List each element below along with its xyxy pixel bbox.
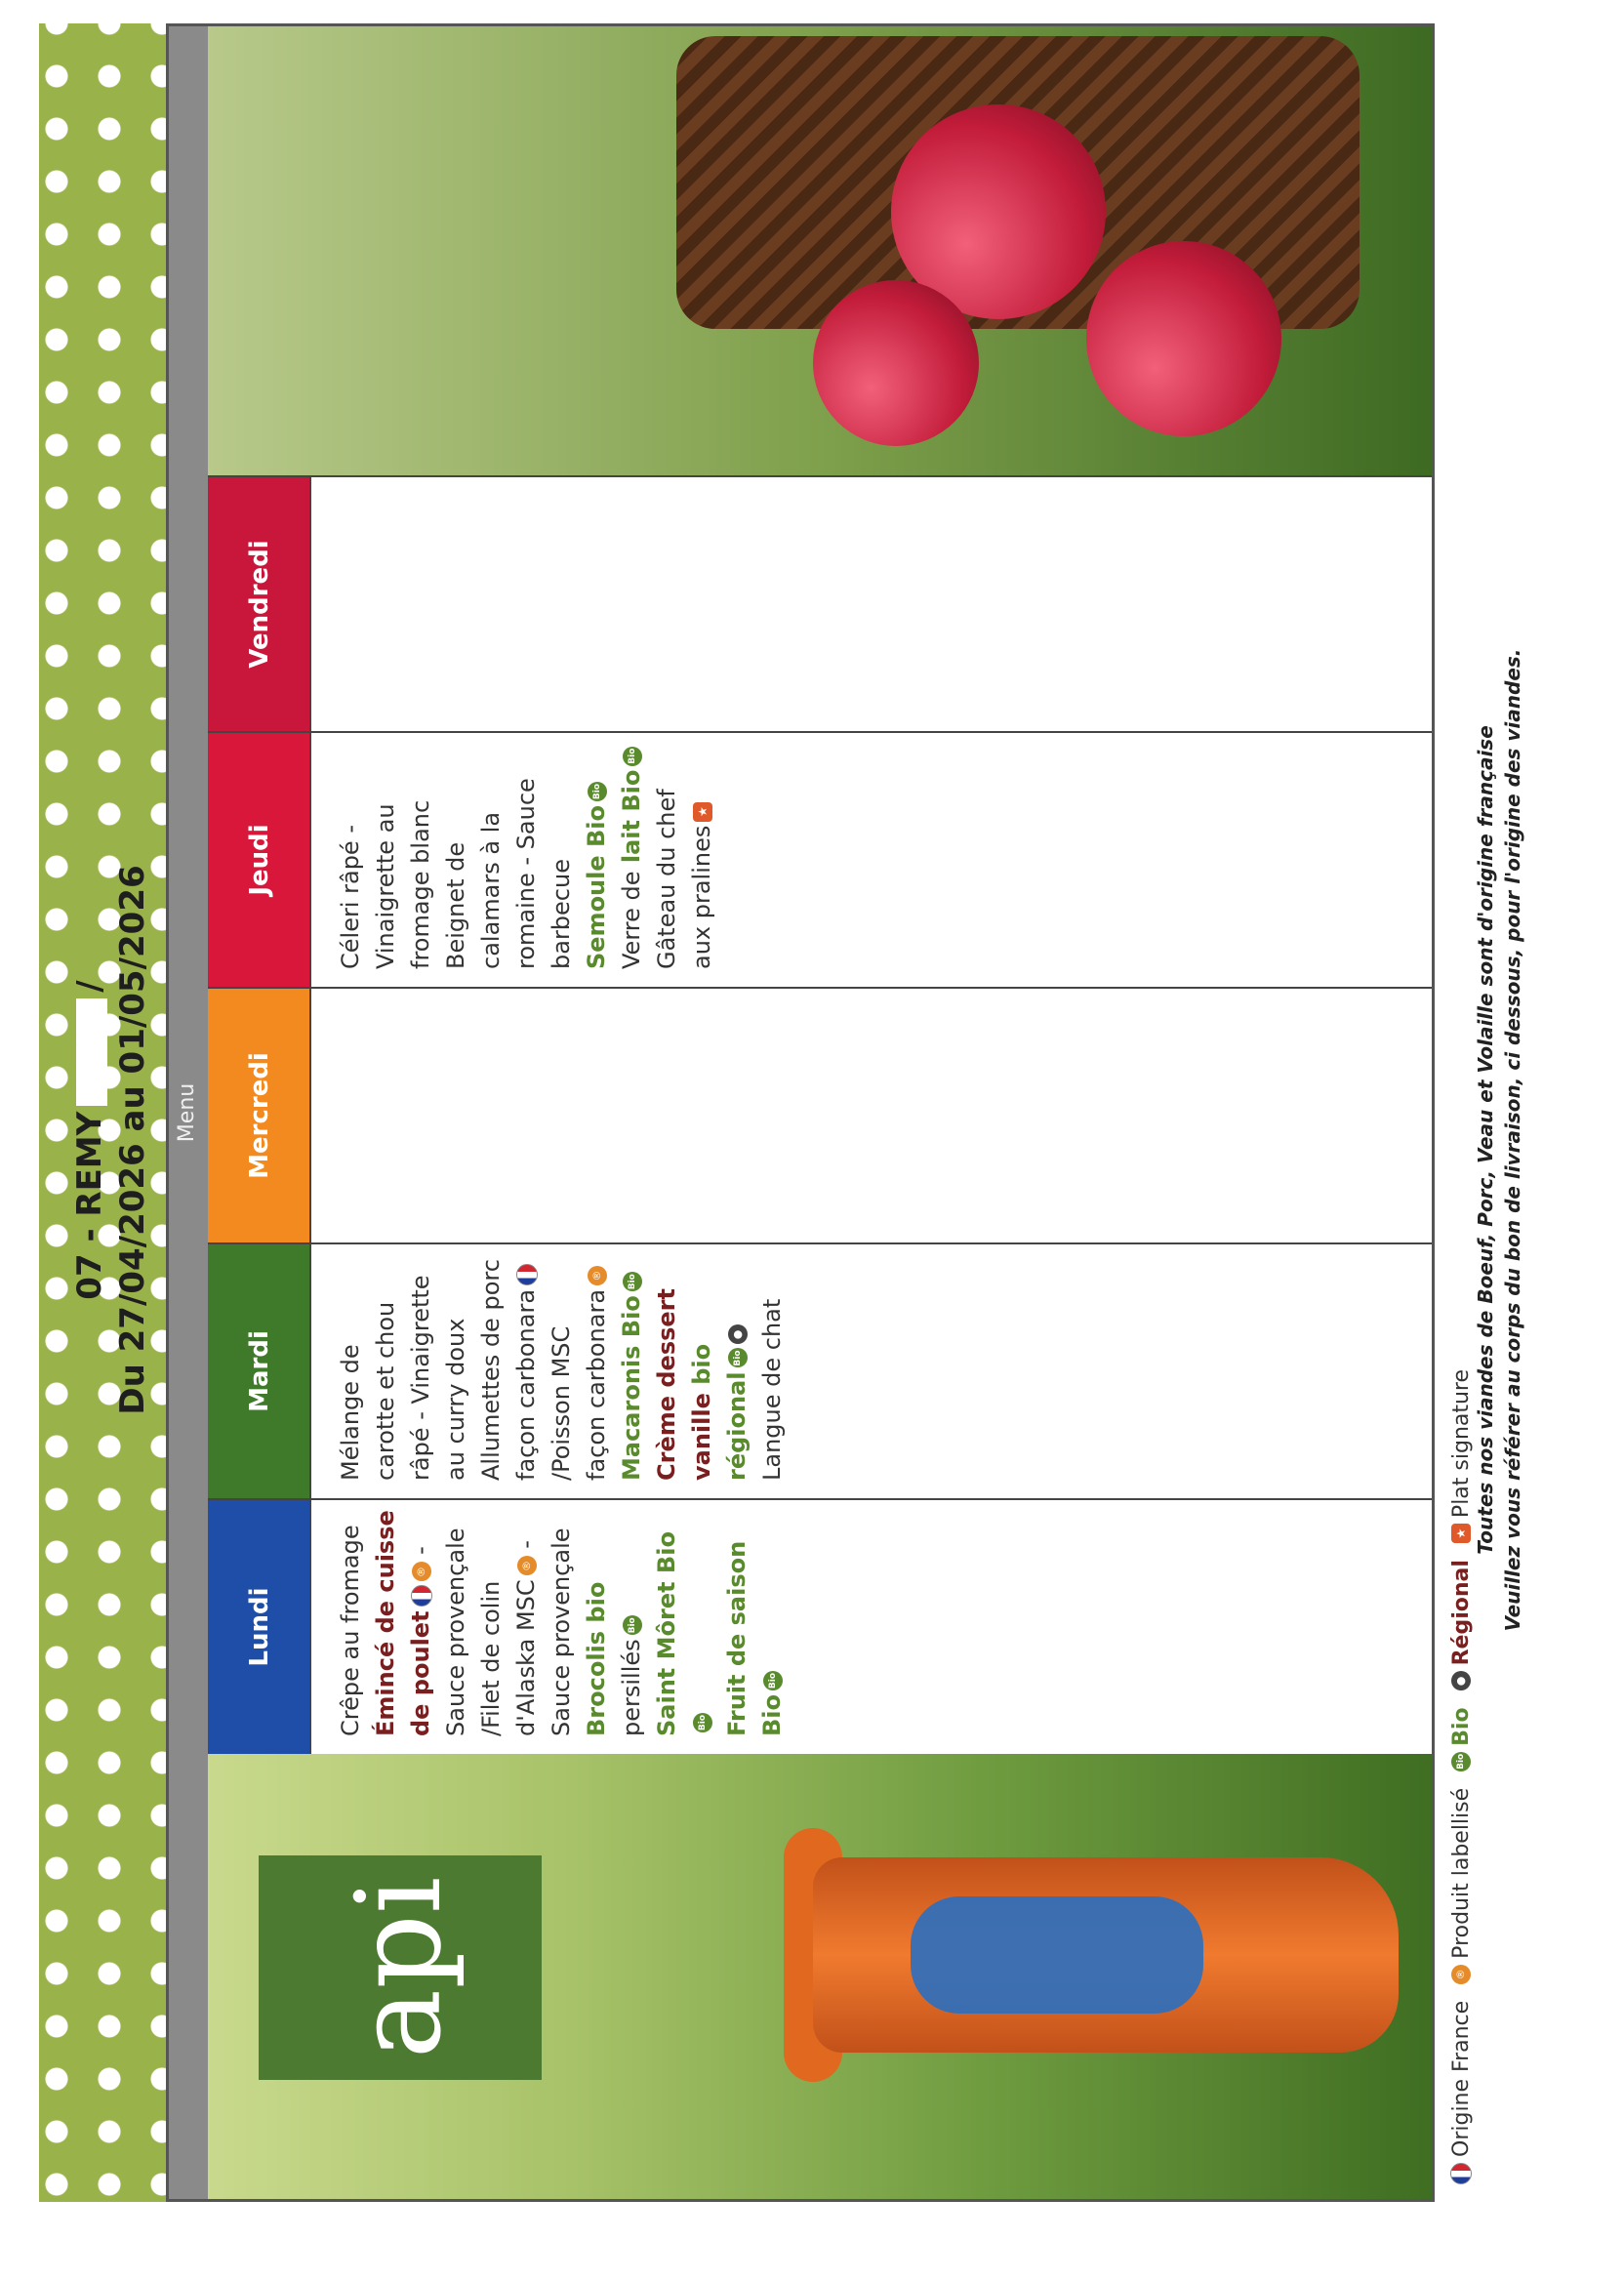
day-column-vendredi bbox=[208, 475, 1432, 731]
dish-list-lundi bbox=[333, 1510, 790, 1736]
footnote-line-1: Toutes nos viandes de Boeuf, Porc, Veau et Volaille sont d'origine française bbox=[1474, 725, 1497, 1555]
day-header-mardi: Mardi bbox=[208, 1244, 311, 1498]
dish-item bbox=[719, 1510, 790, 1736]
dish-text: /Poisson MSC façon carbonara bbox=[548, 1288, 610, 1481]
legend-regional: Régional bbox=[1448, 1560, 1474, 1666]
gardener-illustration bbox=[911, 1896, 1203, 2014]
flag-france-icon bbox=[516, 1264, 538, 1285]
dish-text: Fruit de saison Bio bbox=[723, 1540, 786, 1736]
dish-text: Saint Môret Bio bbox=[653, 1531, 680, 1736]
day-column-lundi bbox=[208, 1498, 1432, 1754]
legend-bio: Bio bbox=[1448, 1707, 1474, 1746]
dish-suffix: - Sauce provençale bbox=[407, 1527, 469, 1736]
label-icon: ® bbox=[588, 1266, 607, 1285]
label-icon: ® bbox=[412, 1562, 431, 1581]
day-header-vendredi: Vendredi bbox=[208, 477, 311, 731]
dish-item bbox=[614, 743, 649, 969]
redacted-block bbox=[76, 998, 107, 1106]
bio-icon: Bio bbox=[728, 1348, 748, 1367]
bio-icon: Bio bbox=[588, 782, 607, 801]
label-icon: ® bbox=[517, 1556, 537, 1575]
bio-icon: Bio bbox=[763, 1671, 783, 1690]
day-header-jeudi: Jeudi bbox=[208, 733, 311, 987]
dish-text: Macaronis Bio bbox=[618, 1295, 645, 1481]
dish-item bbox=[368, 1510, 473, 1736]
dish-list-jeudi bbox=[333, 743, 719, 969]
regional-icon: ● bbox=[728, 1324, 748, 1344]
header-title-prefix: 07 - REMY bbox=[70, 1111, 109, 1300]
header-date-range: Du 27/04/2026 au 01/05/2026 bbox=[113, 865, 152, 1415]
footnote bbox=[1472, 0, 1526, 2280]
dish-item bbox=[333, 1254, 473, 1481]
dish-text: Crème dessert vanille bbox=[653, 1288, 715, 1481]
menu-grid bbox=[166, 23, 1435, 2202]
dish-item bbox=[473, 1254, 544, 1481]
dish-item bbox=[544, 1254, 614, 1481]
dish-suffix: persillés bbox=[618, 1639, 645, 1736]
boot-photo bbox=[208, 1754, 1432, 2199]
dish-text: Langue de chat bbox=[758, 1298, 786, 1481]
day-header-mercredi: Mercredi bbox=[208, 989, 311, 1242]
label-icon: ® bbox=[1451, 1965, 1471, 1984]
bio-icon: Bio bbox=[623, 1272, 642, 1291]
dish-text: Céleri râpé - Vinaigrette au fromage blanc bbox=[337, 799, 434, 969]
dish-suffix: - Sauce provençale bbox=[512, 1527, 575, 1736]
dish-item bbox=[473, 1510, 579, 1736]
bio-icon: Bio bbox=[623, 747, 642, 766]
signature-icon: ★ bbox=[1451, 1524, 1471, 1543]
dish-item bbox=[614, 1254, 649, 1481]
dish-text: Mélange de carotte et chou râpé - Vinaigrette au curry doux bbox=[337, 1275, 469, 1481]
bio-icon: Bio bbox=[693, 1713, 712, 1732]
legend-produit-labellise: Produit labellisé bbox=[1448, 1787, 1474, 1959]
legend bbox=[1448, 1364, 1474, 2188]
dish-text: Brocolis bio bbox=[583, 1581, 610, 1736]
dish-item bbox=[579, 743, 614, 969]
dish-list-mardi bbox=[333, 1254, 790, 1481]
dish-item bbox=[579, 1510, 649, 1736]
bio-icon: Bio bbox=[1451, 1752, 1471, 1771]
dish-text: Crêpe au fromage bbox=[337, 1525, 364, 1736]
menu-header-bar bbox=[169, 26, 208, 2199]
day-column-mardi bbox=[208, 1242, 1432, 1498]
menu-label: Menu bbox=[175, 1082, 199, 1143]
legend-plat-signature: Plat signature bbox=[1448, 1368, 1474, 1519]
regional-icon: ● bbox=[1451, 1671, 1471, 1690]
api-logo: api bbox=[259, 1855, 542, 2080]
dish-text: /Filet de colin d'Alaska MSC bbox=[477, 1579, 540, 1736]
page-header bbox=[68, 0, 154, 2280]
dish-item bbox=[333, 1510, 368, 1736]
dish-text: Émincé de cuisse de poulet bbox=[372, 1510, 434, 1736]
dish-item bbox=[649, 1254, 754, 1481]
signature-icon: ★ bbox=[693, 802, 712, 822]
header-title-line bbox=[68, 0, 111, 2280]
header-title-suffix: / bbox=[70, 980, 109, 993]
dish-item bbox=[649, 743, 719, 969]
dish-text: Allumettes de porc façon carbonara bbox=[477, 1259, 540, 1481]
dish-text: Semoule Bio bbox=[583, 804, 610, 969]
dish-text: Beignet de calamars à la romaine - Sauce barbecue bbox=[442, 778, 575, 969]
dish-text: Gâteau du chef aux pralines bbox=[653, 789, 715, 969]
dish-item bbox=[333, 743, 438, 969]
day-header-lundi: Lundi bbox=[208, 1500, 311, 1754]
dish-text: Verre de bbox=[618, 871, 645, 969]
day-column-mercredi bbox=[208, 987, 1432, 1242]
dish-suffix: bio régional bbox=[688, 1343, 751, 1481]
flag-france-icon bbox=[1450, 2163, 1472, 2184]
apple-illustration bbox=[1086, 241, 1281, 436]
apple-illustration bbox=[813, 280, 979, 446]
flag-france-icon bbox=[411, 1585, 432, 1607]
dish-suffix: lait Bio bbox=[618, 769, 645, 872]
legend-origine-france: Origine France bbox=[1448, 2000, 1474, 2157]
dish-item bbox=[438, 743, 579, 969]
dish-item bbox=[649, 1510, 719, 1736]
footnote-line-2: Veuillez vous référer au corps du bon de livraison, ci dessous, pour l'origine des viandes. bbox=[1501, 648, 1524, 1632]
bio-icon: Bio bbox=[623, 1615, 642, 1635]
day-column-jeudi bbox=[208, 731, 1432, 987]
dish-item bbox=[754, 1254, 790, 1481]
apple-basket-photo bbox=[208, 26, 1432, 475]
